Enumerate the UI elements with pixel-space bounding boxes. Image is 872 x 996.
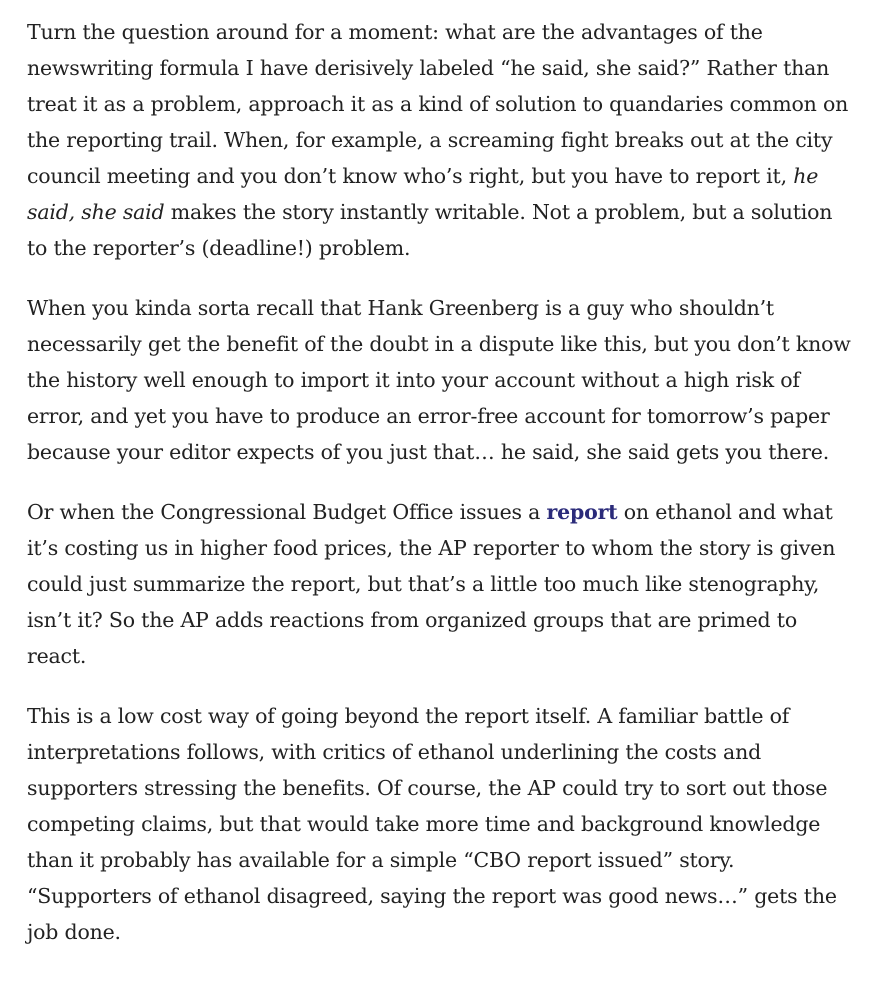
italic-phrase: he said, she said — [27, 164, 819, 224]
paragraph-2: When you kinda sorta recall that Hank Greenberg is a guy who shouldn’t necessarily get the benefit of the doubt in a dispute like this, but you don’t know the history well enough to import it into your account without a high risk of error, and yet you have to produce an error-free account for tomorrow’s paper because your editor expects of you just that… he said, she said gets you there. — [27, 296, 851, 464]
paragraph-3-text-start: Or when the Congressional Budget Office issues a — [27, 500, 547, 524]
paragraph-3 — [27, 494, 852, 674]
paragraph-4: This is a low cost way of going beyond the report itself. A familiar battle of interpretations follows, with critics of ethanol underlining the costs and supporters stressing the benefits. Of course, the AP could try to sort out those competing claims, but that would take more time and background knowledge than it probably has available for a simple “CBO report issued” story. “Supporters of ethanol disagreed, saying the report was good news…” gets the job done. — [27, 704, 837, 944]
report-link[interactable]: report — [546, 500, 618, 524]
paragraph-1 — [27, 14, 852, 266]
paragraph-3-text-end: on ethanol and what it’s costing us in higher food prices, the AP reporter to whom the story is given could just summarize the report, but that’s a little too much like stenography, isn’t it? So the AP adds reactions from organized groups that are primed to react. — [27, 500, 836, 668]
paragraph-1-text-start: Turn the question around for a moment: what are the advantages of the newswriting formula I have derisively labeled “he said, she said?” Rather than treat it as a problem, approach it as a kind of solution to quandaries common on the reporting trail. When, for example, a screaming fight breaks out at the city council meeting and you don’t know who’s right, but you have to report it, — [27, 20, 849, 188]
paragraph-1-text-end: makes the story instantly writable. Not a problem, but a solution to the reporter’s (deadline!) problem. — [27, 200, 833, 260]
